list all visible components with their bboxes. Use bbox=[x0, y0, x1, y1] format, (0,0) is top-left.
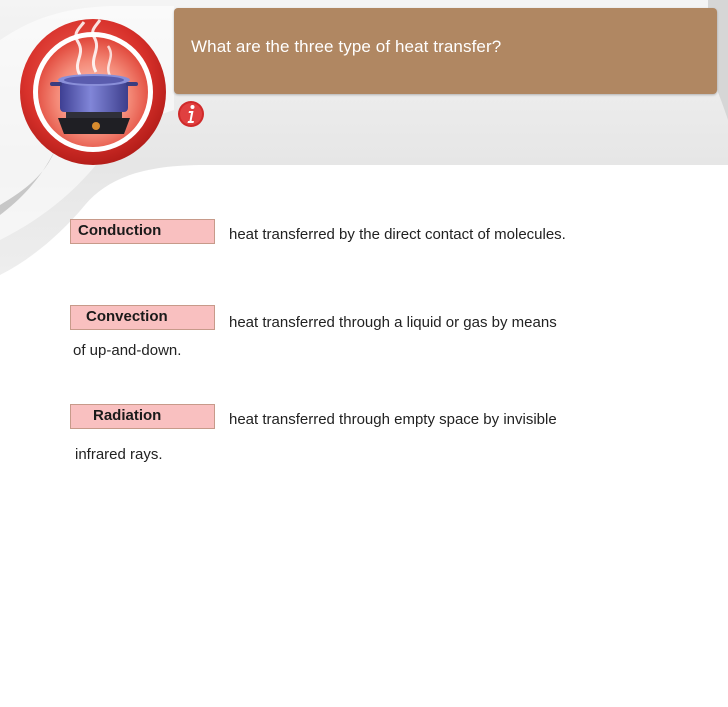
slide-title: What are the three type of heat transfer? bbox=[191, 37, 502, 56]
title-box bbox=[174, 8, 717, 94]
info-icon bbox=[176, 99, 206, 129]
term-convection: Convection bbox=[70, 305, 215, 330]
definition-conduction: heat transferred by the direct contact of molecules. bbox=[229, 226, 566, 243]
definition-convection-line2: of up-and-down. bbox=[73, 342, 182, 359]
term-conduction: Conduction bbox=[70, 219, 215, 244]
term-radiation: Radiation bbox=[70, 404, 215, 429]
definition-radiation-line1: heat transferred through empty space by invisible bbox=[229, 411, 557, 428]
definition-convection-line1: heat transferred through a liquid or gas by means bbox=[229, 314, 557, 331]
definition-radiation-line2: infrared rays. bbox=[75, 446, 163, 463]
